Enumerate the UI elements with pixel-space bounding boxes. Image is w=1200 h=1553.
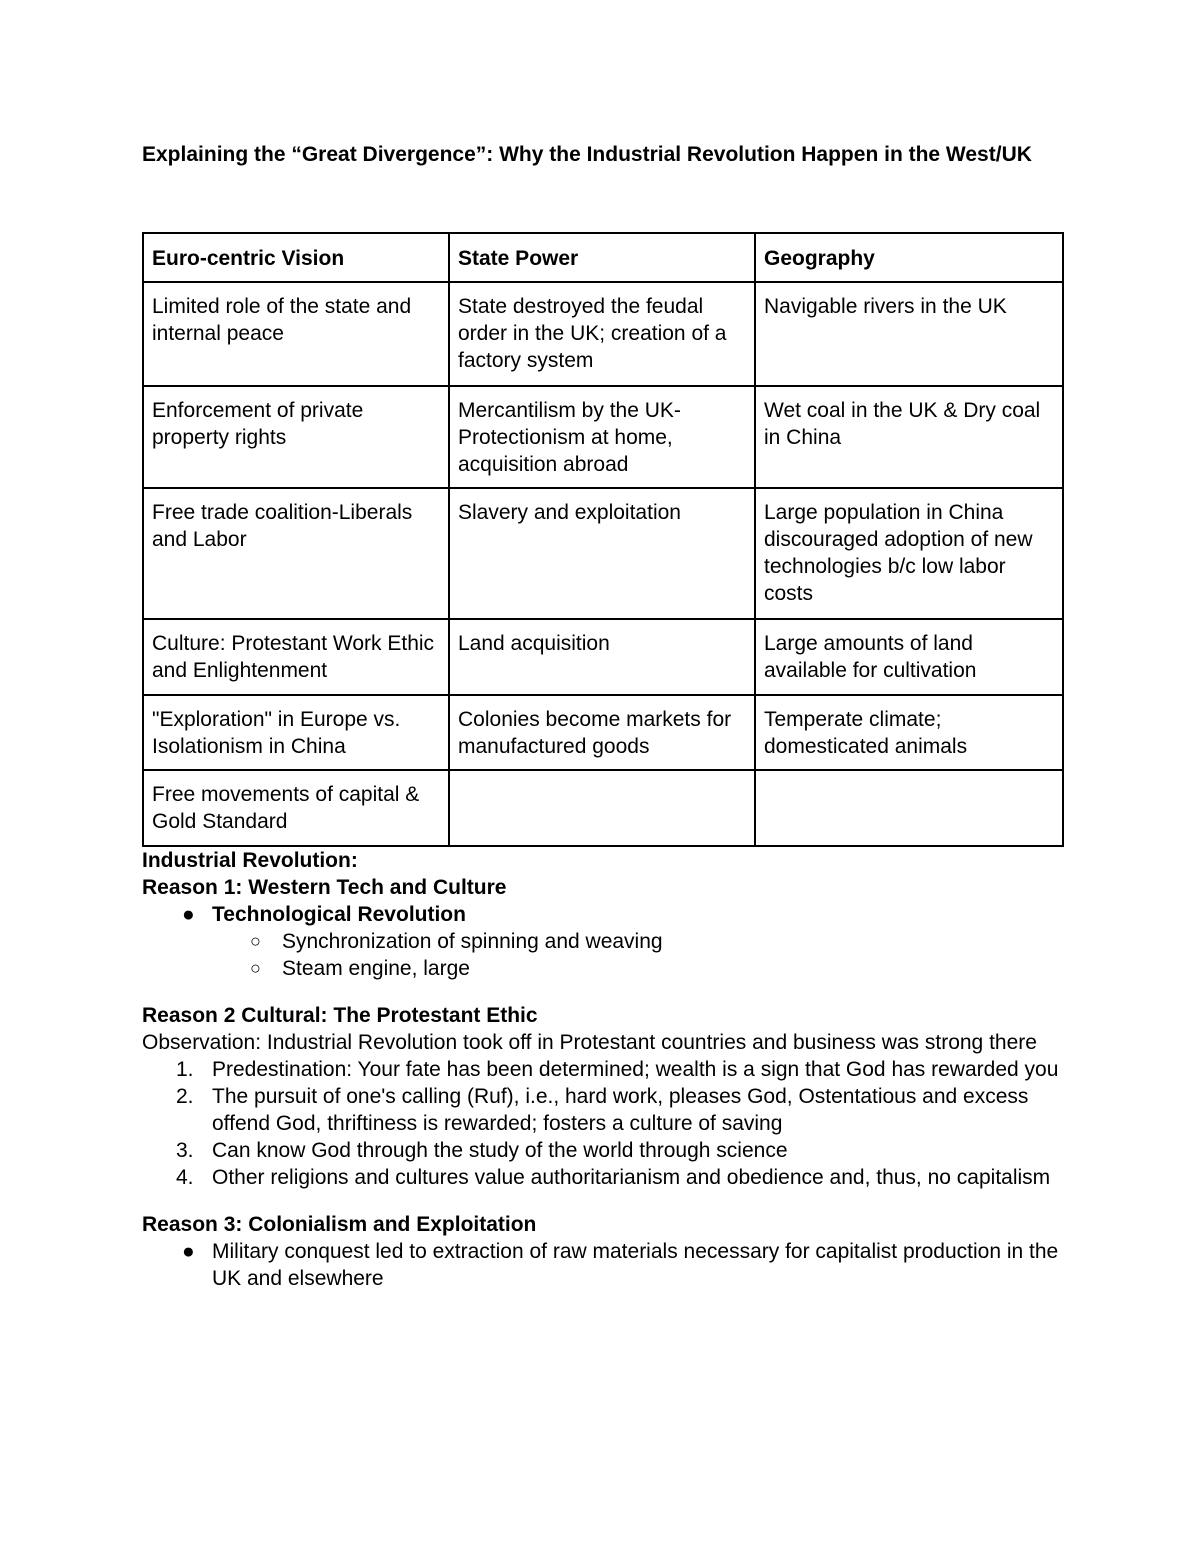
document-page [142, 141, 1062, 1292]
table-cell: "Exploration" in Europe vs. Isolationism in China [143, 695, 449, 770]
table-cell: State destroyed the feudal order in the UK; creation of a factory system [449, 282, 755, 386]
list-number: 4. [176, 1166, 194, 1189]
list-item [142, 1137, 1062, 1164]
table-header-row [143, 233, 1063, 282]
table-row [143, 770, 1063, 846]
bullet-icon: ● [182, 1240, 195, 1263]
hollow-bullet-icon: ○ [250, 958, 261, 978]
reason-2-heading: Reason 2 Cultural: The Protestant Ethic [142, 1004, 538, 1027]
bullet-text: Military conquest led to extraction of raw materials necessary for capitalist production in the UK and elsewhere [212, 1240, 1059, 1290]
table-cell: Temperate climate; domesticated animals [755, 695, 1063, 770]
table-row [143, 386, 1063, 488]
list-number: 1. [176, 1058, 194, 1081]
list-item [142, 901, 1062, 982]
list-item [142, 1083, 1062, 1137]
bullet-text: Technological Revolution [212, 903, 466, 926]
table-cell: Free trade coalition-Liberals and Labor [143, 488, 449, 619]
table-cell: Free movements of capital & Gold Standard [143, 770, 449, 846]
sub-item-text: Synchronization of spinning and weaving [282, 930, 663, 953]
column-header-geography: Geography [755, 233, 1063, 282]
list-number: 3. [176, 1139, 194, 1162]
observation-text: Observation: Industrial Revolution took off in Protestant countries and business was strong there [142, 1031, 1037, 1054]
list-item-text: Other religions and cultures value authoritarianism and obedience and, thus, no capitalism [212, 1166, 1051, 1189]
comparison-table [142, 232, 1064, 847]
sub-list [212, 928, 1062, 982]
table-cell: Large population in China discouraged adoption of new technologies b/c low labor costs [755, 488, 1063, 619]
list-item [142, 1056, 1062, 1083]
table-cell [449, 770, 755, 846]
table-row [143, 488, 1063, 619]
hollow-bullet-icon: ○ [250, 931, 261, 951]
list-item-text: The pursuit of one's calling (Ruf), i.e., hard work, pleases God, Ostentatious and excess offend God, thriftiness is rewarded; fosters a culture of saving [212, 1085, 1029, 1135]
bullet-icon: ● [182, 903, 195, 926]
table-row [143, 695, 1063, 770]
table-row [143, 282, 1063, 386]
list-number: 2. [176, 1085, 194, 1108]
list-item-text: Can know God through the study of the world through science [212, 1139, 788, 1162]
table-cell [755, 770, 1063, 846]
sub-item-text: Steam engine, large [282, 957, 470, 980]
reason-2-list [142, 1056, 1062, 1191]
list-item-text: Predestination: Your fate has been determined; wealth is a sign that God has rewarded you [212, 1058, 1059, 1081]
column-header-state-power: State Power [449, 233, 755, 282]
table-cell: Mercantilism by the UK-Protectionism at home, acquisition abroad [449, 386, 755, 488]
column-header-euro-centric: Euro-centric Vision [143, 233, 449, 282]
table-row [143, 619, 1063, 695]
table-cell: Navigable rivers in the UK [755, 282, 1063, 386]
list-item [142, 955, 1062, 982]
list-item [142, 928, 1062, 955]
page-title: Explaining the “Great Divergence”: Why the Industrial Revolution Happen in the West/UK [142, 143, 1032, 166]
table-cell: Large amounts of land available for cultivation [755, 619, 1063, 695]
table-cell: Enforcement of private property rights [143, 386, 449, 488]
table-cell: Limited role of the state and internal peace [143, 282, 449, 386]
reason-3-heading: Reason 3: Colonialism and Exploitation [142, 1213, 537, 1236]
reason-1-list [142, 901, 1062, 982]
reason-1-heading: Reason 1: Western Tech and Culture [142, 876, 507, 899]
table-cell: Wet coal in the UK & Dry coal in China [755, 386, 1063, 488]
table-cell: Colonies become markets for manufactured goods [449, 695, 755, 770]
list-item [142, 1164, 1062, 1191]
table-cell: Slavery and exploitation [449, 488, 755, 619]
list-item [142, 1238, 1062, 1292]
table-cell: Culture: Protestant Work Ethic and Enlightenment [143, 619, 449, 695]
industrial-revolution-section [142, 847, 1062, 1292]
table-cell: Land acquisition [449, 619, 755, 695]
section-heading: Industrial Revolution: [142, 849, 358, 872]
reason-3-list [142, 1238, 1062, 1292]
